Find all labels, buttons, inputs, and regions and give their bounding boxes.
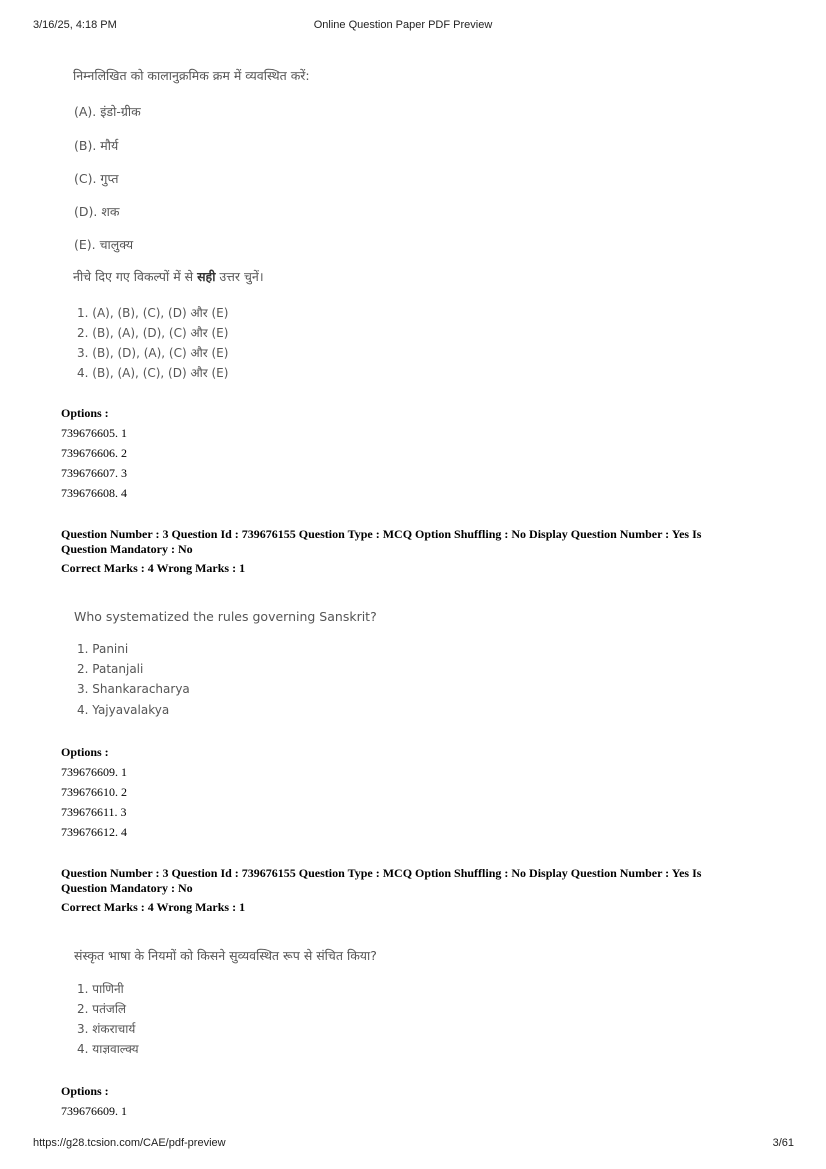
- option-id: 739676606. 2: [61, 446, 127, 460]
- q2-choice: 1. Panini: [77, 642, 129, 656]
- option-id: 739676609. 1: [61, 1104, 127, 1118]
- options-block-2: [61, 742, 127, 842]
- option-id: 739676605. 1: [61, 426, 127, 440]
- page-url: https://g28.tcsion.com/CAE/pdf-preview: [33, 1137, 226, 1149]
- q1-item: (C). गुप्त: [74, 171, 119, 186]
- options-block-3: [61, 1081, 127, 1121]
- question-meta-line: Question Mandatory : No: [61, 542, 193, 556]
- question-meta-line: Question Number : 3 Question Id : 739676155 Question Type : MCQ Option Shuffling : No Display Question Number : Yes Is: [61, 866, 702, 880]
- print-datetime: 3/16/25, 4:18 PM: [33, 19, 117, 31]
- q3-choice: 1. पाणिनी: [77, 982, 124, 996]
- q1-choice: 3. (B), (D), (A), (C) और (E): [77, 346, 229, 360]
- options-label: Options :: [61, 406, 109, 420]
- option-id: 739676611. 3: [61, 805, 127, 819]
- question-meta-line: Question Number : 3 Question Id : 739676155 Question Type : MCQ Option Shuffling : No Display Question Number : Yes Is: [61, 527, 702, 541]
- q1-item: (E). चालुक्य: [74, 237, 134, 252]
- option-id: 739676610. 2: [61, 785, 127, 799]
- q2-choice: 2. Patanjali: [77, 662, 144, 676]
- q3-question: संस्कृत भाषा के नियमों को किसने सुव्यवस्थित रूप से संचित किया?: [74, 948, 377, 963]
- options-block-1: [61, 403, 127, 503]
- q2-choice: 3. Shankaracharya: [77, 682, 190, 696]
- marks-line: Correct Marks : 4 Wrong Marks : 1: [61, 561, 246, 575]
- page-number: 3/61: [772, 1137, 794, 1149]
- option-id: 739676609. 1: [61, 765, 127, 779]
- q1-instruction: निम्नलिखित को कालानुक्रमिक क्रम में व्यवस्थित करें:: [73, 68, 310, 83]
- question-meta-2: [61, 527, 781, 576]
- q3-choice: 2. पतंजलि: [77, 1002, 127, 1016]
- print-footer: [33, 1137, 794, 1149]
- options-label: Options :: [61, 1084, 109, 1098]
- options-label: Options :: [61, 745, 109, 759]
- q1-choice: 2. (B), (A), (D), (C) और (E): [77, 326, 229, 340]
- question-meta-3: [61, 866, 781, 915]
- marks-line: Correct Marks : 4 Wrong Marks : 1: [61, 900, 246, 914]
- q1-item: (A). इंडो-ग्रीक: [74, 104, 141, 119]
- q1-choice: 4. (B), (A), (C), (D) और (E): [77, 366, 229, 380]
- q1-item: (D). शक: [74, 204, 120, 219]
- q1-prompt: नीचे दिए गए विकल्पों में से सही उत्तर चुनें।: [73, 269, 264, 284]
- q2-question: Who systematized the rules governing Sanskrit?: [74, 609, 377, 624]
- q3-choice: 4. याज्ञवाल्क्य: [77, 1042, 139, 1056]
- print-title: Online Question Paper PDF Preview: [313, 19, 493, 31]
- q1-choice: 1. (A), (B), (C), (D) और (E): [77, 306, 229, 320]
- option-id: 739676607. 3: [61, 466, 127, 480]
- print-header: [33, 19, 773, 35]
- question-meta-line: Question Mandatory : No: [61, 881, 193, 895]
- option-id: 739676608. 4: [61, 486, 127, 500]
- q1-item: (B). मौर्य: [74, 138, 119, 153]
- q2-choice: 4. Yajyavalakya: [77, 703, 170, 717]
- option-id: 739676612. 4: [61, 825, 127, 839]
- q3-choice: 3. शंकराचार्य: [77, 1022, 136, 1036]
